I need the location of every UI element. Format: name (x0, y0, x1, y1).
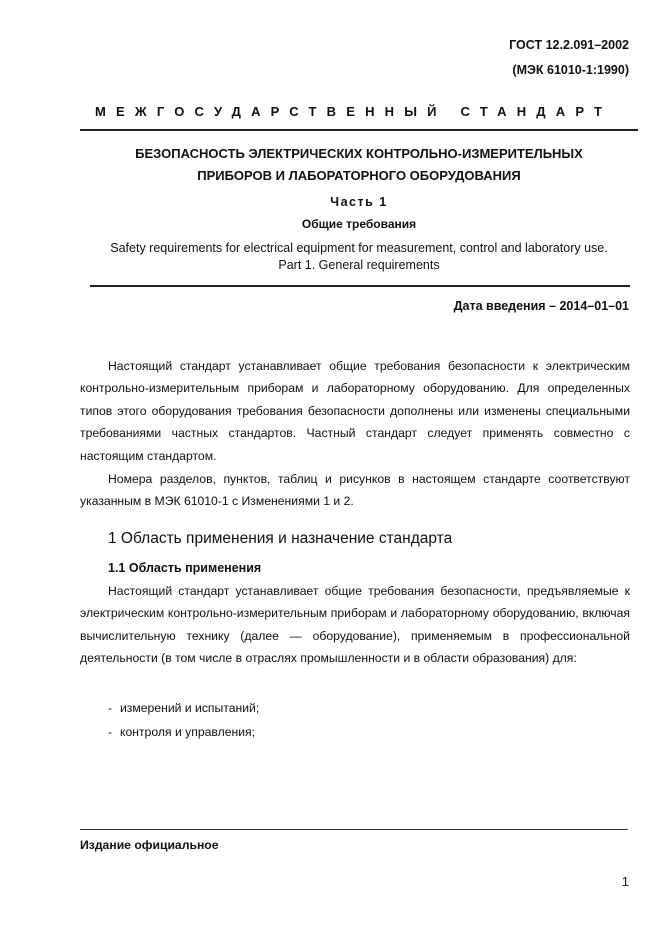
part-subtitle: Общие требования (301, 217, 417, 231)
english-title-line1: Safety requirements for electrical equipment for measurement, control and laboratory use. (110, 241, 608, 255)
english-title-line2: Part 1. General requirements (278, 258, 440, 272)
interstate-standard-label: МЕЖГОСУДАРСТВЕННЫЙ СТАНДАРТ (95, 104, 613, 119)
intro-paragraph-2: Номера разделов, пунктов, таблиц и рисунков в настоящем стандарте соответствуют указанным в МЭК 61010-1 с Изменениями 1 и 2. (80, 472, 630, 509)
effective-date: Дата введения – 2014–01–01 (453, 299, 629, 313)
footer-divider (80, 829, 628, 830)
iec-reference: (МЭК 61010-1:1990) (512, 63, 629, 77)
list-item (108, 696, 259, 720)
section-heading: 1 Область применения и назначение стандарта (108, 530, 453, 547)
scope-list (108, 696, 259, 744)
header-divider (80, 129, 638, 131)
list-item (108, 720, 259, 744)
list-item-text: измерений и испытаний; (120, 701, 260, 715)
list-item-text: контроля и управления; (120, 725, 255, 739)
edition-label: Издание официальное (80, 838, 219, 852)
subsection-heading: 1.1 Область применения (108, 561, 262, 575)
document-title-line1: БЕЗОПАСНОСТЬ ЭЛЕКТРИЧЕСКИХ КОНТРОЛЬНО-ИЗМЕРИТЕЛЬНЫХ (135, 146, 583, 161)
intro-paragraph-1: Настоящий стандарт устанавливает общие требования безопасности к электрическим контрольно-измерительным приборам и лабораторному оборудованию. Для определенных типов этого оборудования требования безопасности дополнены или изменены специальными требованиями частных стандартов. Частный стандарт следует применять совместно с настоящим стандартом. (80, 359, 630, 463)
list-dash: - (108, 701, 113, 715)
page-number: 1 (621, 874, 629, 889)
standard-number: ГОСТ 12.2.091–2002 (509, 38, 629, 52)
part-label: Часть 1 (330, 195, 388, 209)
scope-paragraph: Настоящий стандарт устанавливает общие требования безопасности, предъявляемые к электрическим контрольно-измерительным приборам и лабораторному оборудованию, включая вычислительную технику (далее — оборудование), применяемым в профессиональной деятельности (в том числе в отраслях промышленности и в области образования) для: (80, 584, 630, 666)
list-dash: - (108, 725, 113, 739)
document-title-line2: ПРИБОРОВ И ЛАБОРАТОРНОГО ОБОРУДОВАНИЯ (197, 168, 521, 183)
title-divider (90, 285, 630, 287)
